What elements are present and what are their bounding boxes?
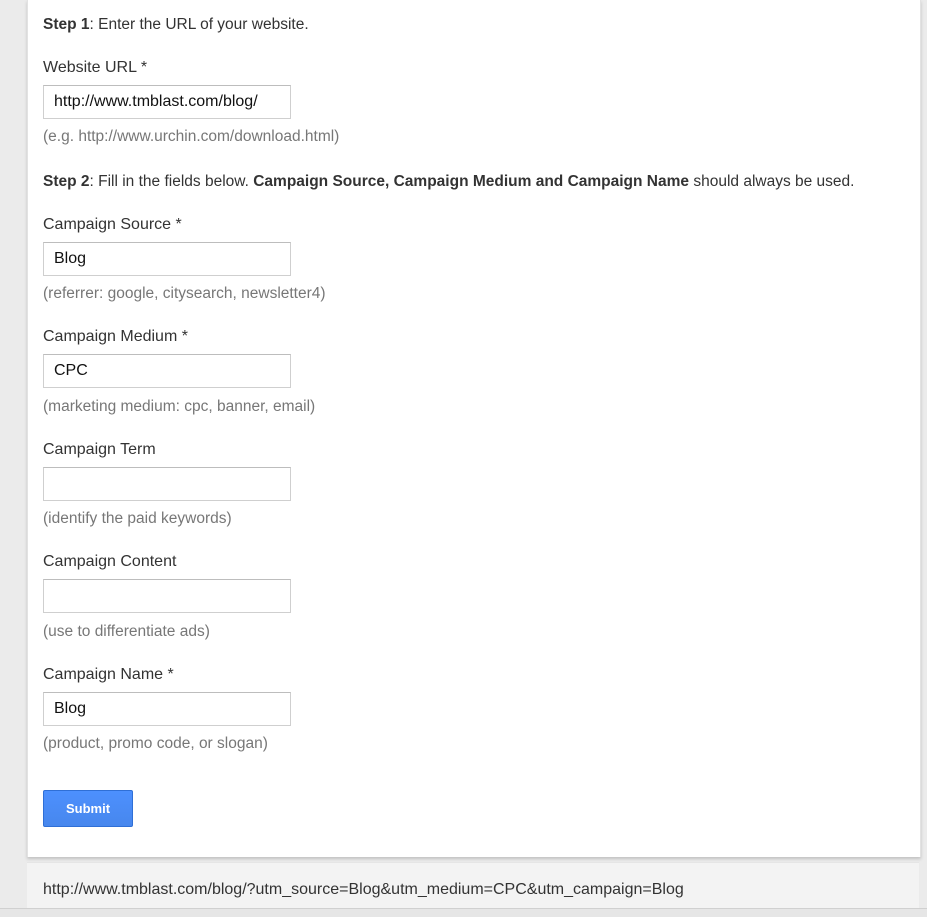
step-1-instruction [43,16,309,34]
campaign-name-label: Campaign Name * [43,666,174,683]
campaign-medium-hint: (marketing medium: cpc, banner, email) [43,398,316,415]
step-1-label: Step 1 [43,16,90,33]
campaign-medium-input[interactable] [43,354,291,388]
campaign-name-input[interactable] [43,692,291,726]
campaign-name-hint: (product, promo code, or slogan) [43,735,268,752]
campaign-content-hint: (use to differentiate ads) [43,623,210,640]
step-2-required-fields: Campaign Source, Campaign Medium and Campaign Name [253,173,690,190]
campaign-term-input[interactable] [43,467,291,501]
campaign-content-label: Campaign Content [43,553,177,570]
submit-button[interactable]: Submit [43,790,133,827]
step-2-text: : Fill in the fields below. [89,173,254,190]
campaign-source-label: Campaign Source * [43,216,182,233]
campaign-source-input[interactable] [43,242,291,276]
website-url-hint: (e.g. http://www.urchin.com/download.html) [43,128,340,145]
bottom-divider [0,908,927,917]
website-url-input[interactable] [43,85,291,119]
campaign-term-hint: (identify the paid keywords) [43,510,232,527]
generated-url-text: http://www.tmblast.com/blog/?utm_source=Blog&utm_medium=CPC&utm_campaign=Blog [43,881,684,898]
campaign-medium-label: Campaign Medium * [43,328,188,345]
step-2-instruction [43,173,854,191]
generated-url-panel [27,862,919,909]
website-url-label: Website URL * [43,59,148,76]
step-1-text: : Enter the URL of your website. [89,16,309,33]
campaign-term-label: Campaign Term [43,441,156,458]
campaign-source-hint: (referrer: google, citysearch, newsletter4) [43,285,326,302]
step-2-text-after: should always be used. [689,173,855,190]
step-2-label: Step 2 [43,173,90,190]
campaign-content-input[interactable] [43,579,291,613]
